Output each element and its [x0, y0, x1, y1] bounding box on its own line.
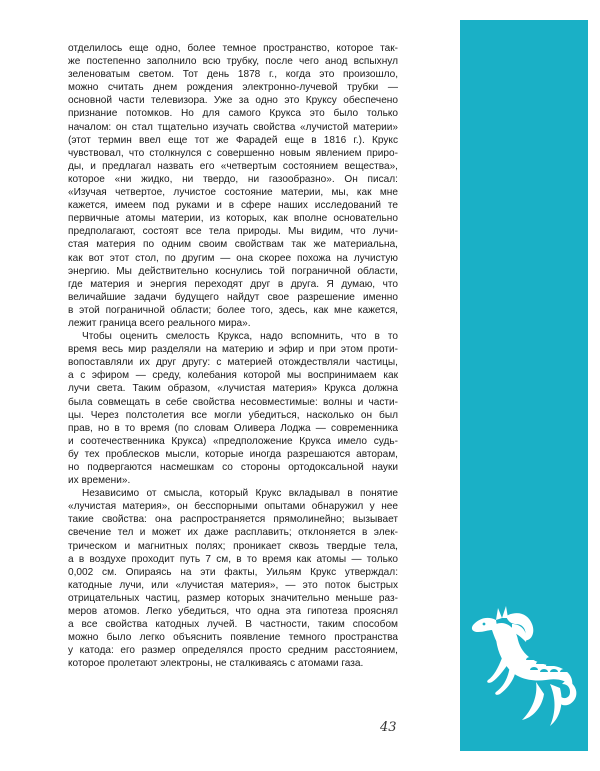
paragraph	[68, 487, 398, 670]
text-line: где материя и энергия переходят друг в друга. Я думаю, что	[68, 278, 398, 290]
text-line: основной части телевизора. Уже за одно это Круксу обеспечено	[68, 95, 398, 107]
text-line: первичные атомы материи, из которых, как вполне основательно	[68, 213, 398, 225]
text-line: энергию. Мы действительно коснулись той пограничной области,	[68, 265, 398, 277]
text-line: лежит граница всего реального мира».	[68, 317, 251, 329]
text-line: чувствовал, что столкнулся с совершенно новым явлением приро-	[68, 147, 398, 159]
text-line: цы. Через полстолетия все могли убедиться, насколько он был	[68, 409, 398, 421]
text-line: трическом и магнитных полях; проникает сквозь твердые тела,	[68, 540, 398, 552]
text-line: началом: он стал тщательно изучать свойства «лучистой материи»	[68, 121, 398, 133]
text-line: (этот термин ввел еще тот же Фарадей еще в 1816 г.). Крукс	[68, 134, 398, 146]
paragraph	[68, 330, 398, 487]
text-line: которое пролетают электроны, не сталкиваясь с атомами газа.	[68, 658, 364, 670]
text-line: величайшие задачи будущего найдут свое разрешение именно	[68, 291, 398, 303]
paragraph	[68, 42, 398, 330]
text-line: бу тех проблесков мысли, которые иногда разрешаются авторам,	[68, 448, 398, 460]
text-line: ды, и предлагал назвать его «четвертым состоянием вещества»,	[68, 160, 398, 172]
text-line: зеленоватым светом. Тот день 1878 г., когда это произошло,	[68, 69, 398, 81]
text-line: стая материя по одним своим свойствам так же материальна,	[68, 239, 398, 251]
text-line: можно было легко объяснить появление темного пространства	[68, 632, 398, 644]
text-line: была совмещать в себе свойства несовместимые: волны и части-	[68, 396, 398, 408]
text-line: можно считать днем рождения электронно-лучевой трубки —	[68, 82, 398, 94]
text-line: время весь мир разделяли на материю и эфир и при этом проти-	[68, 344, 398, 356]
text-line: признание потомков. Но для самого Крукса это было только	[68, 108, 398, 120]
page-number: 43	[380, 720, 397, 735]
text-line: 0,002 см. Опираясь на эти факты, Уильям Крукс утверждал:	[68, 566, 398, 578]
text-line: «Изучая четвертое, лучистое состояние материи, мы, как мне	[68, 187, 398, 199]
seahorse-creature-icon	[466, 580, 584, 730]
text-line: как вот этот стол, по другим — она скорее похожа на лучистую	[68, 252, 398, 264]
text-line: отрицательных частиц, размер которых значительно меньше раз-	[68, 592, 398, 604]
text-line: у катода: его размер определялся просто средним расстоянием,	[68, 645, 398, 657]
text-line: прав, но в то время (по словам Оливера Лоджа — современника	[68, 422, 398, 434]
article-text	[68, 42, 398, 671]
text-line: Чтобы оценить смелость Крукса, надо вспомнить, что в то	[82, 331, 398, 343]
text-line: же постепенно заполнило всю трубку, после чего анод вспыхнул	[68, 56, 398, 68]
text-line: «лучистая материя», он бесспорными опытами обнаружил у нее	[68, 501, 398, 513]
text-line: отделилось еще одно, более темное пространство, которое так-	[68, 43, 398, 54]
text-line: предполагают, состоят все тела природы. Мы видим, что лучи-	[68, 226, 398, 238]
text-line: меров атомов. Легко убедиться, что одна эта гипотеза прояснял	[68, 606, 398, 618]
text-line: которое «ни жидко, ни твердо, ни газообразно». Он писал:	[68, 173, 398, 185]
text-line: в этой пограничной области; более того, здесь, как мне кажется,	[68, 304, 398, 316]
text-line: а с эфиром — среду, колебания которой мы воспринимаем как	[68, 370, 398, 382]
text-line: вопоставляли их друг другу: с материей отождествляли частицы,	[68, 357, 398, 369]
text-line: а в воздухе проходит путь 7 см, в то время как атомы — только	[68, 553, 398, 565]
text-line: а все свойства катодных лучей. В частности, таким способом	[68, 619, 398, 631]
text-line: Независимо от смысла, который Крукс вкладывал в понятие	[82, 488, 398, 500]
text-line: такие свойства: она распространяется прямолинейно; вызывает	[68, 514, 398, 526]
text-line: лучи света. Таким образом, «лучистая материя» Крукса должна	[68, 383, 398, 395]
text-line: и соотечественника Крукса) «предположение Крукса имело судь-	[68, 435, 398, 447]
text-line: свечение тел и может их даже расплавить; отклоняется в элек-	[68, 527, 398, 539]
text-line: кажется, имеем под руками и в сфере наших исследований те	[68, 200, 398, 212]
text-line: их времени».	[68, 475, 131, 487]
text-line: но подвергаются насмешкам со стороны ортодоксальной науки	[68, 462, 398, 473]
text-line: катодные лучи, или «лучистая материя», — это поток быстрых	[68, 579, 398, 591]
decorative-sidebar	[460, 20, 588, 751]
